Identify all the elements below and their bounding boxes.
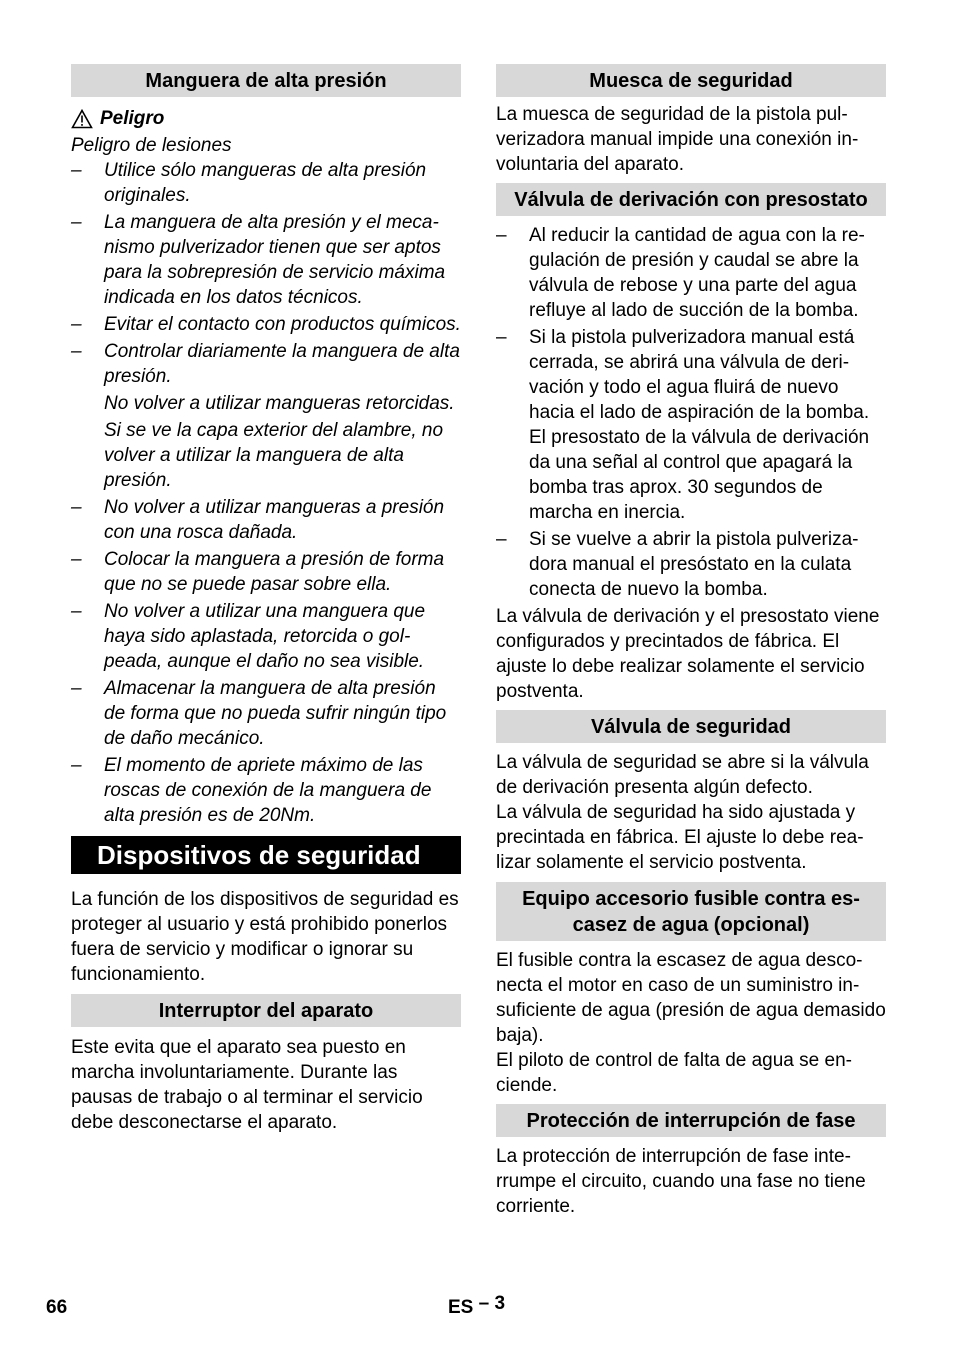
- valve-text-2: La válvula de seguridad ha sido ajustada y precintada en fábrica. El ajuste lo debe realizar solamente el servicio postventa.: [496, 802, 864, 873]
- dash-bullet: –: [71, 549, 82, 570]
- list-item-text: Controlar diariamente la manguera de alta presión.: [104, 341, 460, 387]
- phase-text: La protección de interrupción de fase interrumpe el circuito, cuando una fase no tiene corriente.: [496, 1146, 866, 1217]
- valve-text-1: La válvula de seguridad se abre si la válvula de derivación presenta algún defecto.: [496, 752, 869, 798]
- list-item: [71, 753, 461, 828]
- list-item: [71, 158, 461, 208]
- fuse-text-2: El piloto de control de falta de agua se enciende.: [496, 1050, 852, 1096]
- safety-intro-text: La función de los dispositivos de seguridad es proteger al usuario y está prohibido ponerlos fuera de servicio y modificar o ignorar su funcionamiento.: [71, 889, 459, 985]
- page-number: 66: [46, 1297, 68, 1318]
- dash-bullet: –: [496, 225, 507, 246]
- footer-label: [448, 1293, 506, 1319]
- fuse-text-1: El fusible contra la escasez de agua desconecta el motor en caso de un suministro insuficiente de agua (presión de agua demasido baja).: [496, 950, 886, 1046]
- list-item: [496, 223, 886, 323]
- list-item: [496, 325, 886, 525]
- list-item-text: Evitar el contacto con productos químicos.: [104, 314, 461, 335]
- list-item: [71, 547, 461, 597]
- dash-bullet: –: [496, 529, 507, 550]
- left-column: [71, 64, 461, 1135]
- list-item-text: Si se ve la capa exterior del alambre, no volver a utilizar la manguera de alta presión.: [104, 420, 444, 491]
- footer-dash: –: [478, 1293, 490, 1314]
- list-item: [496, 527, 886, 602]
- section-heading-phase: Protección de interrupción de fase: [496, 1104, 886, 1137]
- section-heading-valve: Válvula de seguridad: [496, 710, 886, 743]
- list-item: [71, 599, 461, 674]
- list-item-text: No volver a utilizar una manguera que haya sido aplastada, retorcida o golpeada, aunque el daño no sea visible.: [104, 601, 426, 672]
- section-heading-catch: Muesca de seguridad: [496, 64, 886, 97]
- list-item-text: Si la pistola pulverizadora manual está cerrada, se abrirá una válvula de derivación y todo el agua fluirá de nuevo hacia el lado de aspiración de la bomba. El presostato de la válvula de derivación da una señal al control que apagará la bomba tras aprox. 30 segundos de marcha en inercia.: [529, 327, 870, 523]
- list-item: [71, 676, 461, 751]
- bypass-list: [496, 223, 886, 602]
- dash-bullet: –: [71, 314, 82, 335]
- danger-label-row: [71, 105, 461, 133]
- dash-bullet: –: [71, 497, 82, 518]
- right-column: [496, 64, 886, 1219]
- dash-bullet: –: [71, 212, 82, 233]
- hose-safety-list: [71, 158, 461, 828]
- warning-triangle-icon: [71, 109, 93, 129]
- dash-bullet: –: [71, 755, 82, 776]
- dash-bullet: –: [71, 601, 82, 622]
- list-item-text: El momento de apriete máximo de las roscas de conexión de la manguera de alta presión es de 20Nm.: [104, 755, 432, 826]
- list-item-text: Utilice sólo mangueras de alta presión originales.: [104, 160, 427, 206]
- dash-bullet: –: [71, 678, 82, 699]
- switch-text: Este evita que el aparato sea puesto en marcha involuntariamente. Durante las pausas de trabajo o al terminar el servicio debe desconectarse el aparato.: [71, 1037, 423, 1133]
- list-item-text: La manguera de alta presión y el mecanismo pulverizador tienen que ser aptos para la sobrepresión de servicio máxima indicada en los datos técnicos.: [104, 212, 446, 308]
- list-item-text: Si se vuelve a abrir la pistola pulverizadora manual el presóstato en la culata conecta de nuevo la bomba.: [529, 529, 859, 600]
- list-item-text: Al reducir la cantidad de agua con la regulación de presión y caudal se abre la válvula de rebose y una parte del agua refluye al lado de succión de la bomba.: [529, 225, 865, 321]
- list-item-text: Colocar la manguera a presión de forma que no se puede pasar sobre ella.: [104, 549, 445, 595]
- dash-bullet: –: [71, 341, 82, 362]
- list-item: [71, 312, 461, 337]
- list-item-text: No volver a utilizar mangueras retorcidas.: [104, 393, 455, 414]
- list-item: [71, 339, 461, 493]
- list-item-text: Almacenar la manguera de alta presión de forma que no pueda sufrir ningún tipo de daño mecánico.: [104, 678, 447, 749]
- list-item: [71, 495, 461, 545]
- danger-text: Peligro de lesiones: [71, 135, 232, 156]
- section-heading-switch: Interruptor del aparato: [71, 994, 461, 1027]
- dash-bullet: –: [496, 327, 507, 348]
- list-item-text: No volver a utilizar mangueras a presión con una rosca dañada.: [104, 497, 445, 543]
- catch-text: La muesca de seguridad de la pistola pulverizadora manual impide una conexión involuntaria del aparato.: [496, 104, 859, 175]
- section-heading-hose: Manguera de alta presión: [71, 64, 461, 97]
- footer-lang: ES: [448, 1297, 474, 1318]
- list-item: [71, 210, 461, 310]
- section-heading-fuse: Equipo accesorio fusible contra escasez de agua (opcional): [496, 882, 886, 941]
- dash-bullet: –: [71, 160, 82, 181]
- bypass-text: La válvula de derivación y el presostato viene configurados y precintados de fábrica. El ajuste lo debe realizar solamente el servicio postventa.: [496, 606, 880, 702]
- section-heading-bypass: Válvula de derivación con presostato: [496, 183, 886, 216]
- safety-devices-title: Dispositivos de seguridad: [71, 836, 461, 874]
- footer-sub-page: 3: [494, 1293, 506, 1314]
- danger-label: Peligro: [100, 108, 165, 129]
